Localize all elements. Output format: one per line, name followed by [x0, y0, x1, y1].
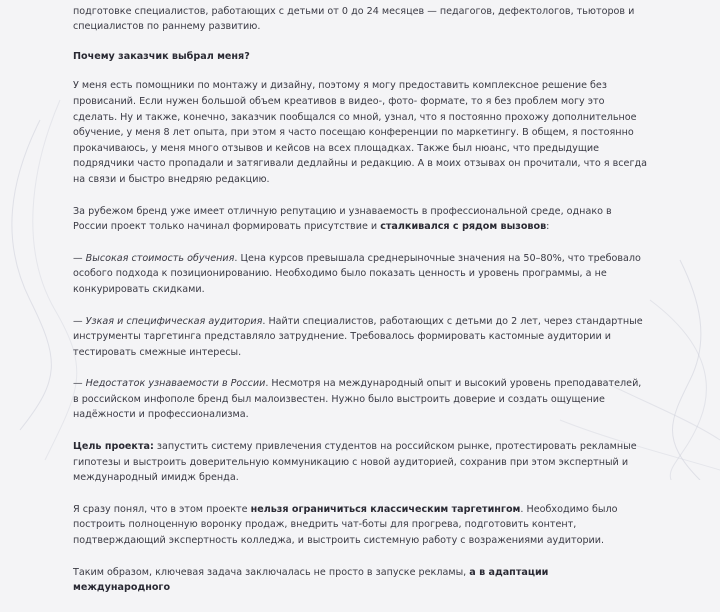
goal-paragraph: Цель проекта: запустить систему привлечения студентов на российском рынке, протестировать рекламные гипотезы и выстроить доверительную коммуникацию с новой аудиторией, сохранив при этом экспертный и международный имидж бренда. [73, 441, 637, 484]
why-heading: Почему заказчик выбрал меня? [73, 50, 250, 62]
conclusion-emphasis: а в адаптации международного [73, 566, 549, 594]
challenge-title: Узкая и специфическая аудитория [85, 315, 263, 327]
intro-paragraph: подготовке специалистов, работающих с детьми от 0 до 24 месяцев — педагогов, дефектологов, тьюторов и специалистов по раннему развитию. [73, 0, 648, 35]
challenge-title: Высокая стоимость обучения [85, 252, 235, 264]
challenges-emphasis: сталкивался с рядом вызовов [380, 221, 547, 233]
college-name [167, 0, 417, 1]
conclusion-paragraph: Таким образом, ключевая задача заключалась не просто в запуске рекламы, а в адаптации международного [73, 566, 549, 594]
why-paragraph: У меня есть помощники по монтажу и дизайну, поэтому я могу предоставить комплексное решение без провисаний. Если нужен большой объем креативов в видео-, фото- формате, то я без проблем могу это сделать. Ну и также, конечно, заказчик пообщался со мной, узнал, что я постоянно прохожу дополнительное обучение, у меня 8 лет опыта, при этом я часто посещаю конференции по маркетингу. В общем, я постоянно прокачиваюсь, у меня много отзывов и кейсов на всех площадках. Также был нюанс, что предыдущие подрядчики часто пропадали и затягивали дедлайны и редакцию. А в моих отзывах он прочитали, что я всегда на связи и быстро внедряю редакцию. [73, 80, 647, 185]
challenge-item: — Высокая стоимость обучения. Цена курсов превышала среднерыночные значения на 50–80%, что требовало особого подхода к позиционированию. Необходимо было показать ценность и уровень программы, а не конкурировать скидками. [73, 252, 641, 295]
article-body [73, 0, 648, 612]
challenge-item: — Узкая и специфическая аудитория. Найти специалистов, работающих с детьми до 2 лет, через стандартные инструменты таргетинга представляло затруднение. Требовалось формировать кастомные аудитории и тестировать смежные интересы. [73, 315, 643, 358]
approach-paragraph: Я сразу понял, что в этом проекте нельзя ограничиться классическим таргетингом. Необходимо было построить полноценную воронку продаж, внедрить чат-боты для прогрева, подготовить контент, подтверждающий экспертность колледжа, и выстроить системную работу с возражениями аудитории. [73, 503, 618, 547]
approach-emphasis: нельзя ограничиться классическим таргетингом [250, 503, 521, 515]
challenge-title: Недостаток узнаваемости в России [85, 378, 266, 390]
challenge-item: — Недостаток узнаваемости в России. Несмотря на международный опыт и высокий уровень преподавателей, в российском инфополе бренд был малоизвестен. Нужно было выстроить доверие и создать ощущение надёжности и профессионализма. [73, 378, 642, 421]
brand-paragraph: За рубежом бренд уже имеет отличную репутацию и узнаваемость в профессиональной среде, однако в России проект только начинал формировать присутствие и сталкивался с рядом вызовов: [73, 205, 612, 233]
goal-label: Цель проекта: [73, 441, 154, 453]
